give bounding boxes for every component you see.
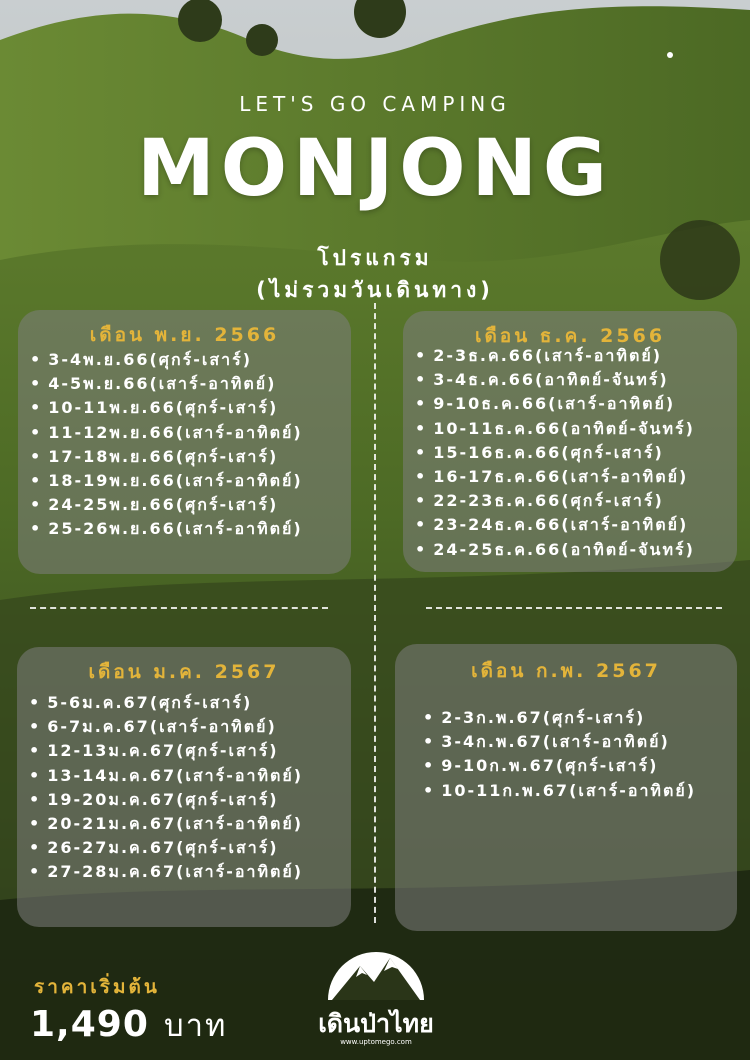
date-item: • 23-24ธ.ค.66(เสาร์-อาทิตย์) <box>415 513 695 537</box>
date-item: • 6-7ม.ค.67(เสาร์-อาทิตย์) <box>29 715 303 739</box>
date-item: • 27-28ม.ค.67(เสาร์-อาทิตย์) <box>29 860 303 884</box>
poster-title: MONJONG <box>137 124 613 214</box>
date-item: • 18-19พ.ย.66(เสาร์-อาทิตย์) <box>30 469 303 493</box>
date-list <box>30 348 303 542</box>
date-item: • 15-16ธ.ค.66(ศุกร์-เสาร์) <box>415 441 695 465</box>
date-item: • 19-20ม.ค.67(ศุกร์-เสาร์) <box>29 788 303 812</box>
date-item: • 20-21ม.ค.67(เสาร์-อาทิตย์) <box>29 812 303 836</box>
date-item: • 9-10ธ.ค.66(เสาร์-อาทิตย์) <box>415 392 695 416</box>
date-item: • 10-11ธ.ค.66(อาทิตย์-จันทร์) <box>415 417 695 441</box>
price-value: 1,490 <box>30 1004 149 1045</box>
date-item: • 24-25ธ.ค.66(อาทิตย์-จันทร์) <box>415 538 695 562</box>
date-item: • 11-12พ.ย.66(เสาร์-อาทิตย์) <box>30 421 303 445</box>
date-item: • 2-3ธ.ค.66(เสาร์-อาทิตย์) <box>415 344 695 368</box>
price-label: ราคาเริ่มต้น <box>34 976 160 998</box>
date-item: • 16-17ธ.ค.66(เสาร์-อาทิตย์) <box>415 465 695 489</box>
date-item: • 13-14ม.ค.67(เสาร์-อาทิตย์) <box>29 764 303 788</box>
vertical-dashed-divider <box>374 303 376 923</box>
program-heading <box>0 242 750 306</box>
date-item: • 9-10ก.พ.67(ศุกร์-เสาร์) <box>423 754 696 778</box>
month-title: เดือน พ.ย. 2566 <box>89 324 280 346</box>
date-list <box>29 691 303 885</box>
date-list <box>415 344 695 562</box>
horizontal-dashed-divider-left <box>30 607 328 609</box>
date-item: • 22-23ธ.ค.66(ศุกร์-เสาร์) <box>415 489 695 513</box>
price-unit: บาท <box>163 1008 228 1044</box>
program-heading-line1: โปรแกรม <box>317 246 433 270</box>
logo-url: www.uptomego.com <box>340 1038 412 1046</box>
date-item: • 17-18พ.ย.66(ศุกร์-เสาร์) <box>30 445 303 469</box>
month-card-february <box>395 644 737 931</box>
date-item: • 12-13ม.ค.67(ศุกร์-เสาร์) <box>29 739 303 763</box>
date-item: • 26-27ม.ค.67(ศุกร์-เสาร์) <box>29 836 303 860</box>
date-item: • 3-4ธ.ค.66(อาทิตย์-จันทร์) <box>415 368 695 392</box>
month-card-january <box>17 647 351 927</box>
date-item: • 3-4พ.ย.66(ศุกร์-เสาร์) <box>30 348 303 372</box>
price <box>30 1000 228 1050</box>
date-item: • 5-6ม.ค.67(ศุกร์-เสาร์) <box>29 691 303 715</box>
horizontal-dashed-divider-right <box>426 607 722 609</box>
date-item: • 24-25พ.ย.66(ศุกร์-เสาร์) <box>30 493 303 517</box>
date-item: • 3-4ก.พ.67(เสาร์-อาทิตย์) <box>423 730 696 754</box>
tagline: LET'S GO CAMPING <box>239 92 511 116</box>
logo-wordmark: เดินป่าไทย <box>318 1009 434 1038</box>
date-item: • 4-5พ.ย.66(เสาร์-อาทิตย์) <box>30 372 303 396</box>
month-title: เดือน ก.พ. 2567 <box>471 660 661 682</box>
date-item: • 2-3ก.พ.67(ศุกร์-เสาร์) <box>423 706 696 730</box>
brand-logo <box>318 942 434 1050</box>
date-list <box>423 706 696 803</box>
date-item: • 10-11พ.ย.66(ศุกร์-เสาร์) <box>30 396 303 420</box>
date-item: • 10-11ก.พ.67(เสาร์-อาทิตย์) <box>423 779 696 803</box>
month-title: เดือน ม.ค. 2567 <box>88 661 280 683</box>
month-card-november <box>18 310 351 574</box>
month-title: เดือน ธ.ค. 2566 <box>474 325 666 347</box>
program-heading-line2: (ไม่รวมวันเดินทาง) <box>256 278 494 302</box>
month-card-december <box>403 311 737 572</box>
date-item: • 25-26พ.ย.66(เสาร์-อาทิตย์) <box>30 517 303 541</box>
